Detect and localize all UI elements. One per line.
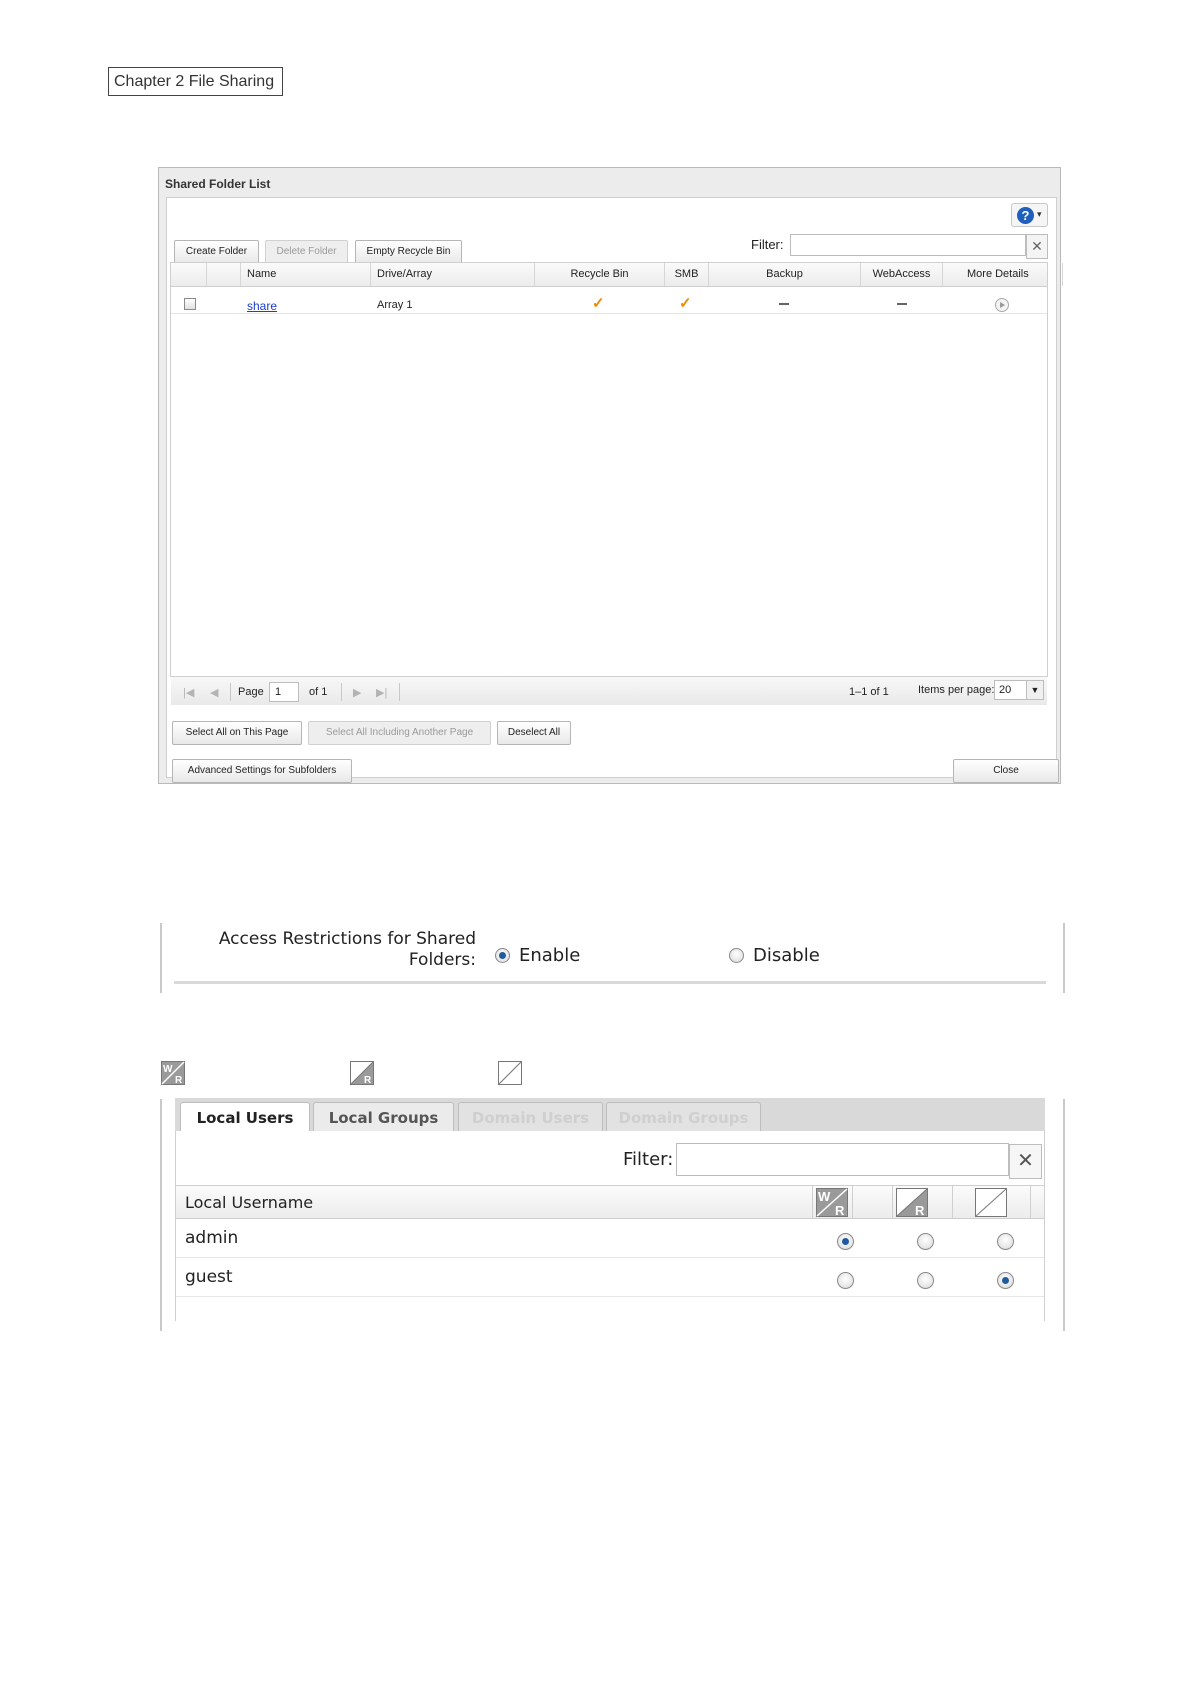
header-divider	[1030, 1186, 1031, 1218]
pager-divider	[230, 683, 231, 701]
username: admin	[185, 1228, 239, 1248]
read-only-icon[interactable]	[896, 1188, 928, 1217]
items-per-page-select[interactable]	[994, 680, 1044, 700]
frame-line	[160, 1099, 162, 1331]
frame-line	[1063, 1099, 1065, 1331]
help-icon: ?	[1017, 207, 1034, 224]
advanced-settings-button[interactable]: Advanced Settings for Subfolders	[172, 759, 352, 783]
label-line: Access Restrictions for Shared	[218, 929, 476, 949]
webaccess-dash-icon	[897, 303, 907, 305]
next-page-icon[interactable]: ▶	[353, 687, 362, 699]
help-button[interactable]	[1011, 203, 1048, 227]
svg-text:W: W	[818, 1189, 831, 1204]
clear-filter-button[interactable]	[1009, 1144, 1042, 1179]
row-checkbox[interactable]	[184, 298, 196, 310]
create-folder-button[interactable]: Create Folder	[174, 240, 259, 264]
column-header-more-details[interactable]: More Details	[942, 263, 1063, 286]
more-details-icon[interactable]	[995, 298, 1009, 312]
empty-recycle-bin-button[interactable]: Empty Recycle Bin	[355, 240, 462, 264]
panel-title: Shared Folder List	[165, 177, 271, 191]
column-header-spacer	[206, 263, 240, 286]
column-header-username[interactable]: Local Username	[185, 1193, 314, 1212]
tab-local-users[interactable]: Local Users	[180, 1102, 310, 1132]
column-header-drive[interactable]: Drive/Array	[370, 263, 534, 286]
no-access-icon[interactable]	[975, 1188, 1007, 1217]
access-restrictions-label	[216, 929, 476, 971]
folder-drive: Array 1	[377, 299, 413, 311]
guest-read-write-radio[interactable]	[837, 1272, 854, 1289]
header-divider	[812, 1186, 813, 1218]
prev-page-icon[interactable]: ◀	[210, 687, 219, 699]
folder-link[interactable]: share	[247, 299, 278, 313]
column-header-recycle-bin[interactable]: Recycle Bin	[534, 263, 664, 286]
svg-text:R: R	[915, 1203, 925, 1217]
admin-read-write-radio[interactable]	[837, 1233, 854, 1250]
svg-text:W: W	[163, 1064, 173, 1075]
select-all-page-button[interactable]: Select All on This Page	[172, 721, 302, 745]
header-divider	[892, 1186, 893, 1218]
items-per-page-label: Items per page:	[918, 684, 995, 696]
table-row	[176, 1258, 1044, 1297]
label-line: Folders:	[408, 950, 476, 970]
header-divider	[852, 1186, 853, 1218]
filter-label: Filter:	[751, 237, 784, 252]
deselect-all-button[interactable]: Deselect All	[497, 721, 571, 745]
frame-line	[160, 923, 162, 993]
username: guest	[185, 1267, 233, 1287]
svg-text:R: R	[364, 1075, 372, 1085]
filter-label: Filter:	[623, 1149, 674, 1170]
header-divider	[952, 1186, 953, 1218]
column-header-smb[interactable]: SMB	[664, 263, 708, 286]
chapter-header: Chapter 2 File Sharing	[108, 67, 283, 96]
tab-domain-groups[interactable]: Domain Groups	[606, 1102, 761, 1132]
user-filter-input[interactable]	[676, 1143, 1009, 1176]
tab-domain-users[interactable]: Domain Users	[458, 1102, 603, 1132]
svg-text:R: R	[835, 1203, 845, 1217]
admin-read-only-radio[interactable]	[917, 1233, 934, 1250]
close-icon: ✕	[1017, 1150, 1034, 1172]
items-per-page-value: 20	[999, 684, 1012, 696]
no-access-icon	[498, 1061, 522, 1085]
filter-input[interactable]	[790, 234, 1026, 256]
guest-no-access-radio[interactable]	[997, 1272, 1014, 1289]
table-row	[176, 1219, 1044, 1258]
tab-local-groups[interactable]: Local Groups	[313, 1102, 454, 1132]
pager-divider	[341, 683, 342, 701]
svg-text:R: R	[175, 1075, 183, 1085]
chevron-down-icon: ▾	[1037, 209, 1042, 219]
range-text: 1–1 of 1	[849, 686, 889, 698]
read-only-icon	[350, 1061, 374, 1085]
admin-no-access-radio[interactable]	[997, 1233, 1014, 1250]
smb-check-icon: ✓	[679, 295, 692, 312]
frame-line	[1063, 923, 1065, 993]
delete-folder-button[interactable]: Delete Folder	[265, 240, 348, 264]
guest-read-only-radio[interactable]	[917, 1272, 934, 1289]
folder-grid	[170, 262, 1048, 677]
disable-label[interactable]: Disable	[753, 945, 820, 966]
column-header-webaccess[interactable]: WebAccess	[860, 263, 942, 286]
clear-filter-button[interactable]	[1026, 234, 1048, 259]
enable-label[interactable]: Enable	[519, 945, 581, 966]
close-icon: ✕	[1031, 238, 1043, 254]
column-header-backup[interactable]: Backup	[708, 263, 860, 286]
read-write-icon[interactable]	[816, 1188, 848, 1217]
disable-radio[interactable]	[729, 948, 744, 963]
column-header-name[interactable]: Name	[240, 263, 370, 286]
last-page-icon[interactable]: ▶|	[376, 687, 388, 699]
pager-bar	[171, 676, 1047, 705]
enable-radio[interactable]	[495, 948, 510, 963]
recycle-bin-check-icon: ✓	[592, 295, 605, 312]
page-label: Page	[238, 686, 264, 698]
read-write-icon	[161, 1061, 185, 1085]
divider	[174, 981, 1046, 984]
first-page-icon[interactable]: |◀	[183, 687, 195, 699]
backup-dash-icon	[779, 303, 789, 305]
chevron-down-icon: ▼	[1026, 681, 1043, 699]
page-count: of 1	[309, 686, 328, 698]
close-button[interactable]: Close	[953, 759, 1059, 783]
pager-divider	[399, 683, 400, 701]
select-all-including-button[interactable]: Select All Including Another Page	[308, 721, 491, 745]
page-input[interactable]: 1	[269, 682, 299, 702]
table-row[interactable]	[171, 286, 1047, 314]
